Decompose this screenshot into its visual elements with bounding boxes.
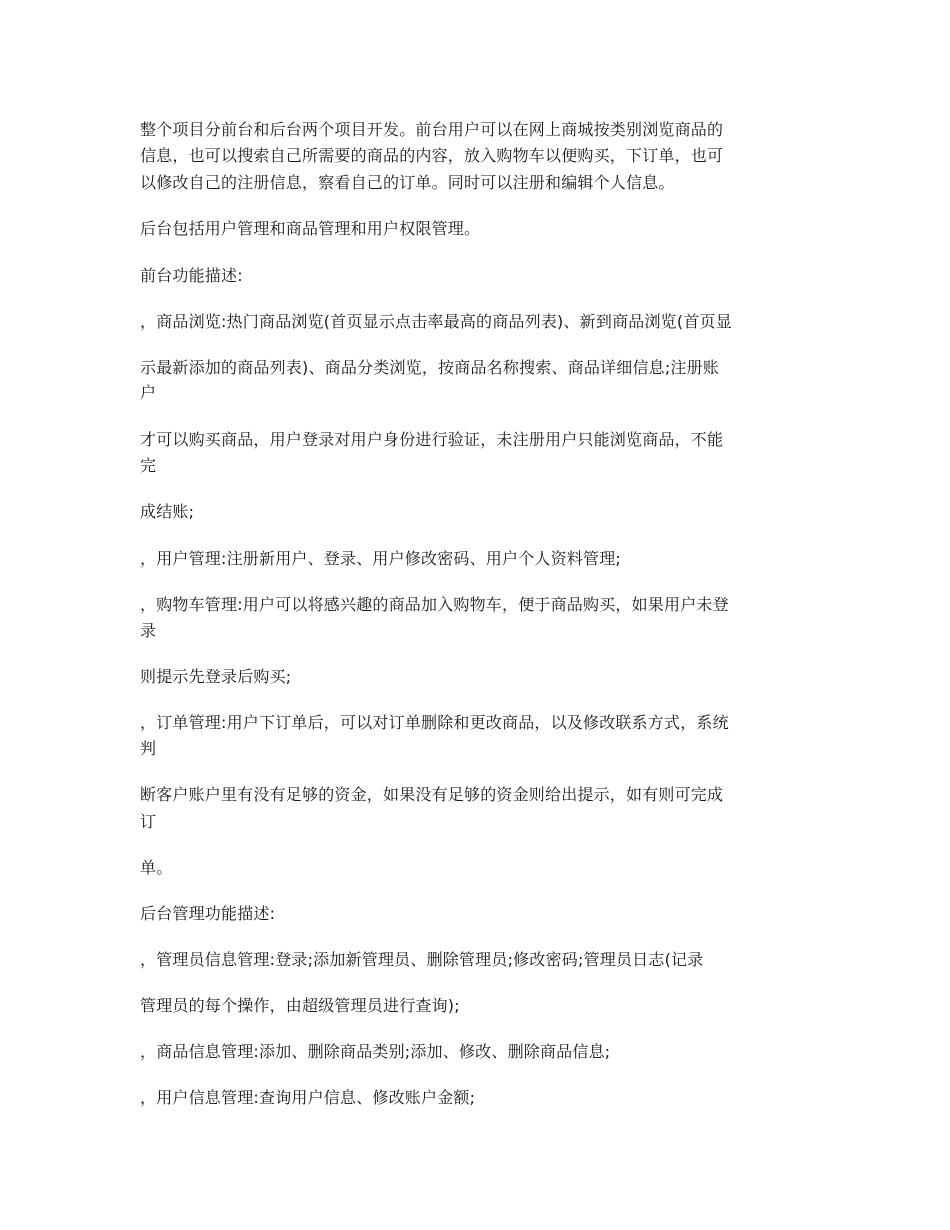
text-line: 断客户账户里有没有足够的资金，如果没有足够的资金则给出提示，如有则可完成 xyxy=(140,785,724,804)
text-line: 整个项目分前台和后台两个项目开发。前台用户可以在网上商城按类别浏览商品的 xyxy=(140,120,724,139)
text-line: 判 xyxy=(140,739,157,758)
text-line: 前台功能描述: xyxy=(140,266,243,285)
text-line: ，用户信息管理:查询用户信息、修改账户金额; xyxy=(140,1088,476,1107)
text-line: 后台包括用户管理和商品管理和用户权限管理。 xyxy=(140,219,481,238)
text-line: 录 xyxy=(140,621,157,640)
text-line: 信息，也可以搜索自己所需要的商品的内容，放入购物车以便购买，下订单，也可 xyxy=(140,146,724,165)
text-line: 单。 xyxy=(140,858,173,877)
text-line: ，用户管理:注册新用户、登录、用户修改密码、用户个人资料管理; xyxy=(140,549,621,568)
text-line: 完 xyxy=(140,456,157,475)
text-line: 成结账; xyxy=(140,502,195,521)
text-line: 订 xyxy=(140,812,157,831)
text-line: 则提示先登录后购买; xyxy=(140,667,292,686)
text-line: ，订单管理:用户下订单后，可以对订单删除和更改商品，以及修改联系方式，系统 xyxy=(140,713,729,732)
text-line: ，商品浏览:热门商品浏览(首页显示点击率最高的商品列表)、新到商品浏览(首页显 xyxy=(140,312,732,331)
text-line: 户 xyxy=(140,383,157,402)
text-line: 才可以购买商品，用户登录对用户身份进行验证，未注册用户只能浏览商品，不能 xyxy=(140,430,724,449)
text-line: 以修改自己的注册信息，察看自己的订单。同时可以注册和编辑个人信息。 xyxy=(140,173,675,192)
text-line: ，管理员信息管理:登录;添加新管理员、删除管理员;修改密码;管理员日志(记录 xyxy=(140,950,704,969)
text-line: 后台管理功能描述: xyxy=(140,904,276,923)
text-line: 示最新添加的商品列表)、商品分类浏览，按商品名称搜索、商品详细信息;注册账 xyxy=(140,358,720,377)
text-line: ，购物车管理:用户可以将感兴趣的商品加入购物车，便于商品购买，如果用户未登 xyxy=(140,595,729,614)
text-line: 管理员的每个操作，由超级管理员进行查询); xyxy=(140,996,460,1015)
text-line: ，商品信息管理:添加、删除商品类别;添加、修改、删除商品信息; xyxy=(140,1042,611,1061)
